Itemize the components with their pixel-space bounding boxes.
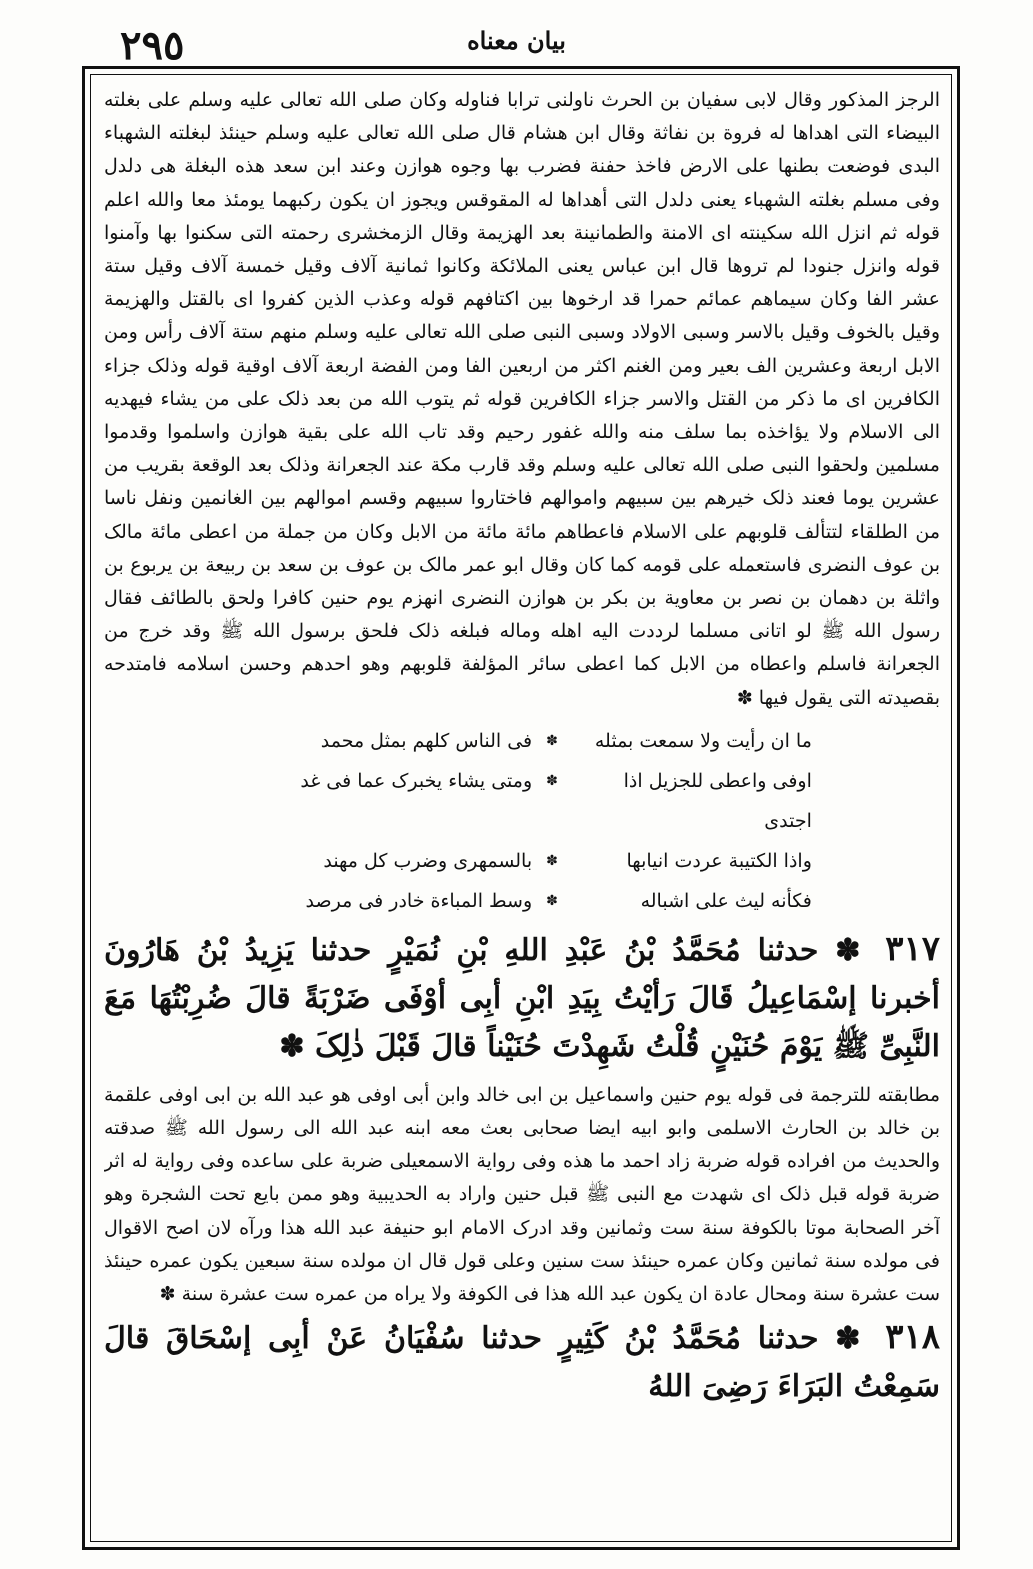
verse-second-hemistich: ومتی یشاء یخبرک عما فی غد xyxy=(300,769,533,792)
commentary-paragraph-1: الرجز المذکور وقال لابی سفیان بن الحرث ناولنی ترابا فناوله وکان صلی الله تعالی علیه وسلم علی بغلته البیضاء التی اهداها له فروة بن نفاثة وقال ابن هشام قال صلی الله تعالی علیه وسلم حینئذ لبغلته الشهباء البدی فوضعت بطنها علی الارض فاخذ حفنة فضرب بها وجوه هوازن وعند ابن سعد هذه البغلة هی دلدل وفی مسلم بغلته الشهباء یعنی دلدل التی أهداها له المقوقس ویجوز ان یکون رکبهما یومئذ معا والله اعلم قوله ثم انزل الله سکینته ای الامنة والطمانینة بعد الهزیمة وقال الزمخشری رحمته التی سکنوا بها وآمنوا قوله وانزل جنودا لم تروها قال ابن عباس یعنی الملائکة وکانوا ثمانیة آلاف وقیل خمسة آلاف وقیل ستة عشر الفا وکان سیماهم عمائم حمرا قد ارخوها بین اکتافهم قوله وعذب الذین کفروا ای بالقتل والهزیمة وقیل بالخوف وقیل بالاسر وسبی الاولاد وسبی النبی صلی الله تعالی علیه وسلم منهم ستة آلاف رأس ومن الابل اربعة وعشرین الف بعیر ومن الغنم اکثر من اربعین الفا ومن الفضة اربعة آلاف اوقیة قوله وذلک جزاء الکافرین ای ما ذکر من القتل والاسر جزاء الکافرین قوله ثم یتوب الله من بعد ذلک علی من یشاء فیهدیه الی الاسلام ولا یؤاخذه بما سلف منه والله غفور رحیم وقد تاب الله علی بقیة هوازن واسلموا وقدموا مسلمین ولحقوا النبی صلی الله تعالی علیه وسلم وقد قارب مکة عند الجعرانة وذلک بعد الوقعة بقریب من عشرین یوما فعند ذلک خیرهم بین سبیهم واموالهم فاختاروا سبیهم وقسم اموالهم بین الغانمین ونفل ناسا من الطلقاء لتتألف قلوبهم علی الاسلام فاعطاهم مائة مائة من الابل وکان من جملة من اعطی مائة مالک بن عوف النضری فاستعمله علی قومه کما کان وقال ابو عمر مالک بن عوف بن سعد بن ربیعة بن یربوع بن واثلة بن دهمان بن نصر بن معاویة بن بکر بن هوازن النضری انهزم یوم حنین کافرا ولحق بالطائف فقال رسول الله ﷺ لو اتانی مسلما لرددت الیه اهله وماله فبلغه ذلک فلحق برسول الله ﷺ وقد خرج من الجعرانة فاسلم واعطاه من الابل کما اعطی سائر المؤلفة قلوبهم وهو احدهم وحسن اسلامه فامتدحه بقصیدته التی یقول فیها ✽ xyxy=(104,89,940,709)
verse-second-hemistich: بالسمهری وضرب کل مهند xyxy=(323,849,533,872)
poem-verses xyxy=(104,721,940,921)
hadith-text: ✽ حدثنا مُحَمَّدُ بْنُ کَثِیرٍ حدثنا سُفْیَانُ عَنْ أبِی إسْحَاقَ قالَ سَمِعْتُ البَرَاءَ رَضِیَ اللهُ xyxy=(104,1321,940,1405)
poem-verse xyxy=(104,841,940,881)
verse-separator: ✽ xyxy=(546,772,558,789)
verse-separator: ✽ xyxy=(546,852,558,869)
poem-verse xyxy=(104,721,940,761)
poem-verse xyxy=(104,761,940,841)
verse-second-hemistich: وسط المباءة خادر فی مرصد xyxy=(305,889,533,912)
page-number: ٢٩٥ xyxy=(120,22,185,69)
hadith-318 xyxy=(104,1313,940,1411)
hadith-317 xyxy=(104,925,940,1071)
verse-first-hemistich: ما ان رأیت ولا سمعت بمثله xyxy=(594,729,812,752)
verse-second-hemistich: فی الناس کلهم بمثل محمد xyxy=(320,729,533,752)
hadith-number: ٣١٧ xyxy=(885,928,940,969)
verse-separator: ✽ xyxy=(546,732,558,749)
hadith-text: ✽ حدثنا مُحَمَّدُ بْنُ عَبْدِ اللهِ بْنِ نُمَیْرٍ حدثنا یَزِیدُ بْنُ هَارُونَ أخبرنا إسْمَاعِیلُ قَالَ رَأیْتُ بِیَدِ ابْنِ أبِی أوْفَی ضَرْبَةً قالَ ضُرِبْتُهَا مَعَ النَّبِیِّ ﷺ یَوْمَ حُنَیْنٍ قُلْتُ شَهِدْتَ حُنَیْناً قالَ قَبْلَ ذٰلِکَ ✽ xyxy=(104,932,940,1064)
commentary-paragraph-2: مطابقته للترجمة فی قوله یوم حنین واسماعیل بن ابی خالد وابن أبی اوفی هو عبد الله بن ابی اوفی علقمة بن خالد بن الحارث الاسلمی وابو ابیه ایضا صحابی بعث معه ابنه عبد الله الی رسول الله ﷺ صدقته والحدیث من افراده قوله ضربة زاد احمد ما هذه وفی روایة الاسمعیلی ضربة علی ساعده وفی روایة له اثر ضربة قوله قبل ذلک ای شهدت مع النبی ﷺ قبل حنین واراد به الحدیبیة وهو ممن بایع تحت الشجرة وهو آخر الصحابة موتا بالکوفة سنة ست وثمانین وقد ادرک الامام ابو حنیفة عبد الله هذا ورآه لان اصح الاقوال فی مولده سنة ثمانین وکان عمره حینئذ ست سنین وعلی قول قال ان مولده سنة سبعین یکون عمره حینئذ ست عشرة سنة ومحال عادة ان یکون عبد الله هذا فی الکوفة ولا یراه من عمره ست عشرة سنة ✽ xyxy=(104,1083,940,1306)
verse-first-hemistich: اوفی واعطی للجزیل اذا اجتدی xyxy=(623,769,812,832)
page-header xyxy=(0,18,1033,69)
hadith-number: ٣١٨ xyxy=(885,1317,940,1358)
verse-first-hemistich: واذا الکتیبة عردت انیابها xyxy=(626,849,812,872)
verse-first-hemistich: فکأنه لیث علی اشباله xyxy=(640,889,812,912)
verse-separator: ✽ xyxy=(546,892,558,909)
running-title: بیان معناه xyxy=(467,26,566,55)
poem-verse xyxy=(104,881,940,921)
page-body xyxy=(104,84,940,1534)
